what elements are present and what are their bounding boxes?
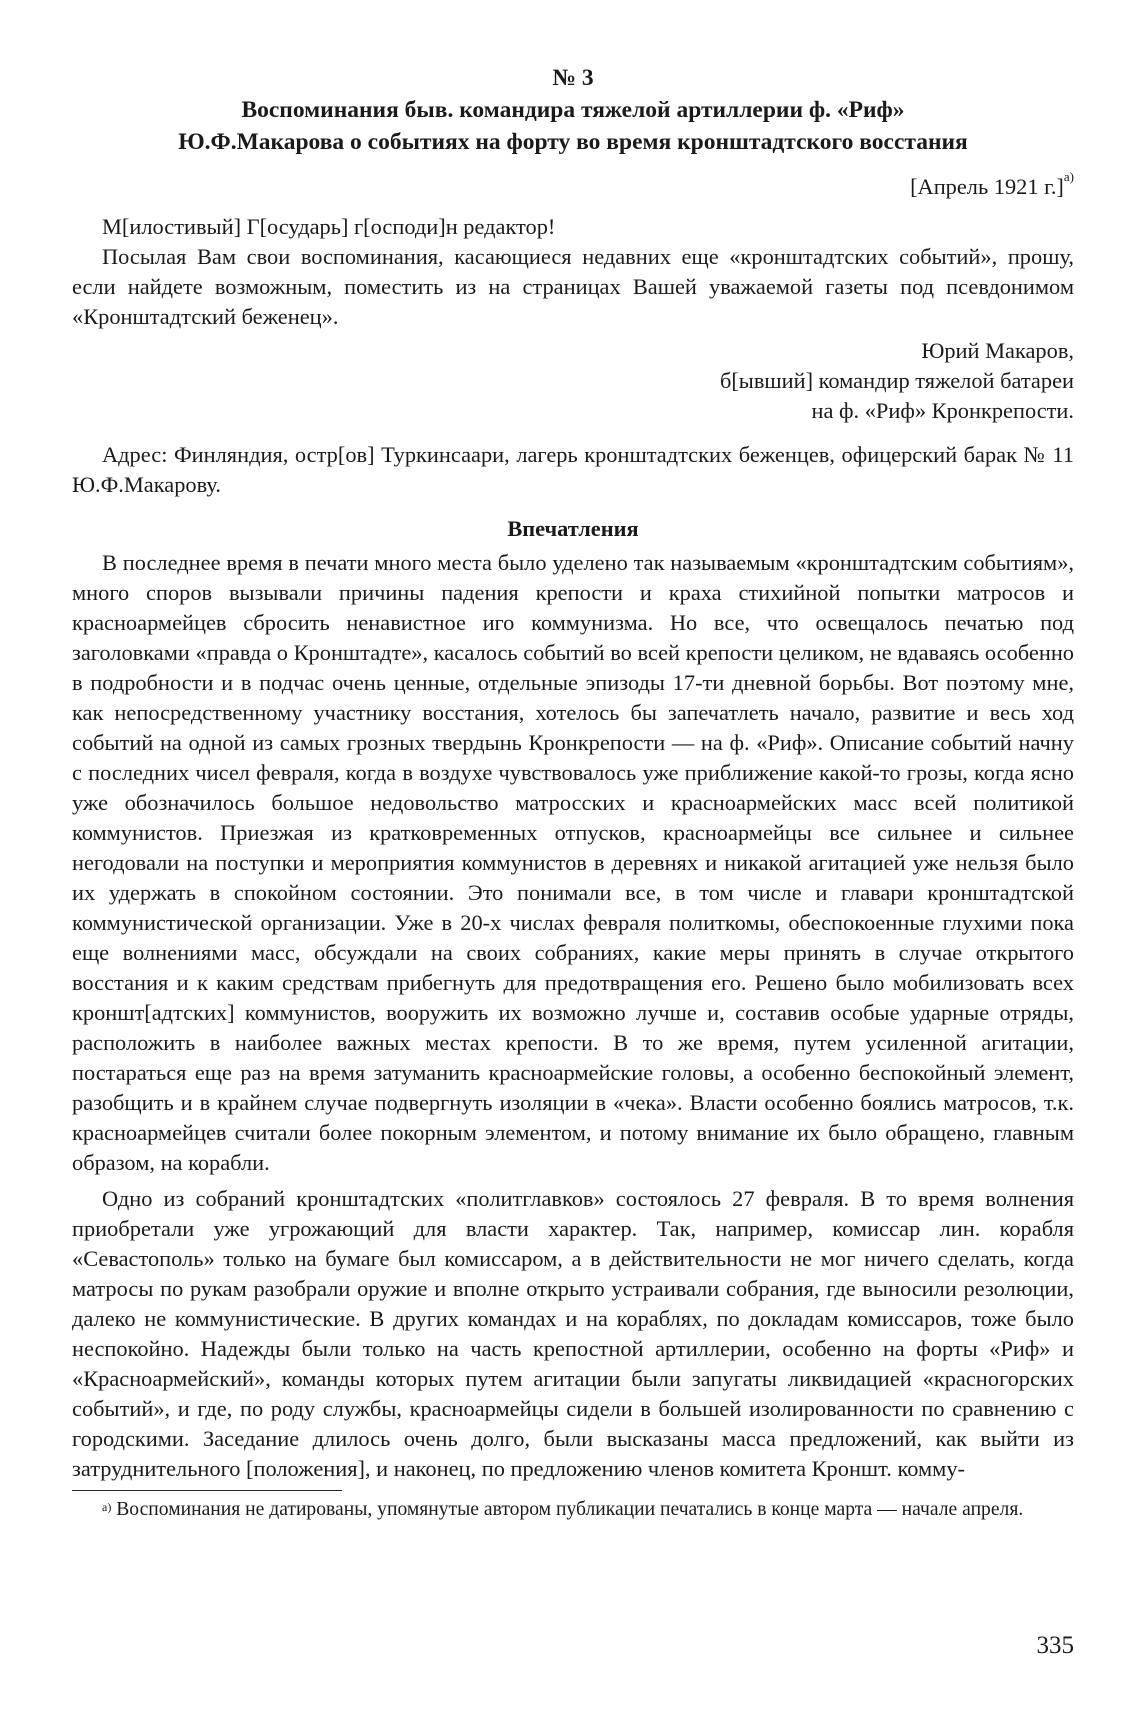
- document-number: № 3: [552, 65, 594, 91]
- section-paragraph-1: В последнее время в печати много места было уделено так называемым «кронштадтским событиям», много споров вызывали причины падения крепости и краха стихийной попытки матросов и красноармейцев сбросить ненавистное иго коммунизма. Но все, что освещалось печатью под заголовками «правда о Кронштадте», касалось событий во всей крепости целиком, не вдаваясь особенно в подробности и в подчас очень ценные, отдельные эпизоды 17-ти дневной борьбы. Вот поэтому мне, как непосредственному участнику восстания, хотелось бы запечатлеть начало, развитие и весь ход событий на одной из самых грозных твердынь Кронкрепости — на ф. «Риф». Описание событий начну с последних чисел февраля, когда в воздухе чувствовалось уже приближение какой-то грозы, когда ясно уже обозначилось большое недовольство матросских и красноармейских масс всей политикой коммунистов. Приезжая из кратковременных отпусков, красноармейцы все сильнее и сильнее негодовали на поступки и мероприятия коммунистов в деревнях и никакой агитацией уже нельзя было их удержать в спокойном состоянии. Это понимали все, в том числе и главари кронштадтской коммунистической организации. Уже в 20-х числах февраля политкомы, обеспокоенные глухими пока еще волнениями масс, обсуждали на своих собраниях, какие меры принять в случае открытого восстания и к каким средствам прибегнуть для предотвращения его. Решено было мобилизовать всех кроншт[адтских] коммунистов, вооружить их возможно лучше и, составив особые ударные отряды, расположить в наиболее важных местах крепости. В то же время, путем усиленной агитации, постараться еще раз на время затуманить красноармейские головы, а особенно беспокойный элемент, разобщить и в крайнем случае подвергнуть изоляции в «чека». Власти особенно боялись матросов, т.к. красноармейцев считали более покорным элементом, и потому внимание их было обращено, главным образом, на корабли.: [72, 550, 1074, 1175]
- signature-line-3: на ф. «Риф» Кронкрепости.: [811, 398, 1074, 423]
- page-number: 335: [1036, 1632, 1074, 1659]
- document-page: [72, 62, 1074, 1522]
- letter-body: Посылая Вам свои воспоминания, касающиеся недавних еще «кронштадтских событий», прошу, если найдете возможным, поместить из на страницах Вашей уважаемой газеты под псевдонимом «Кронштадтский беженец».: [72, 244, 1074, 329]
- letter-salutation: М[илостивый] Г[осударь] г[осподи]н редактор!: [102, 214, 556, 239]
- footnote-mark: a): [102, 1500, 112, 1514]
- footnote-text: Воспоминания не датированы, упомянутые автором публикации печатались в конце марта — начале апреля.: [116, 1499, 1024, 1520]
- document-title-line-2: Ю.Ф.Макарова о событиях на форту во время кронштадтского восстания: [178, 129, 968, 155]
- section-paragraph-2: Одно из собраний кронштадтских «политглавков» состоялось 27 февраля. В то время волнения приобретали уже угрожающий для власти характер. Так, например, комиссар лин. корабля «Севастополь» только на бумаге был комиссаром, а в действительности не мог ничего сделать, когда матросы по рукам разобрали оружие и вполне открыто устраивали собрания, где выносили резолюции, далеко не коммунистические. В других командах и на кораблях, по докладам комиссаров, тоже было неспокойно. Надежды были только на часть крепостной артиллерии, особенно на форты «Риф» и «Красноармейский», команды которых путем агитации были запугаты ликвидацией «красногорских событий», и где, по роду службы, красноармейцы сидели в большей изолированности по сравнению с городскими. Заседание длилось очень долго, были высказаны масса предложений, как выйти из затруднительного [положения], и наконец, по предложению членов комитета Кроншт. комму-: [72, 1186, 1074, 1481]
- document-date: [72, 169, 1074, 202]
- signature-line-1: Юрий Макаров,: [921, 338, 1074, 363]
- signature-line-2: б[ывший] командир тяжелой батареи: [719, 368, 1074, 393]
- letter-signature: [72, 336, 1074, 426]
- letter-address: Адрес: Финляндия, остр[ов] Туркинсаари, лагерь кронштадтских беженцев, офицерский барак № 11 Ю.Ф.Макарову.: [72, 442, 1074, 497]
- section-title: Впечатления: [507, 516, 639, 541]
- document-title-line-1: Воспоминания быв. командира тяжелой артиллерии ф. «Риф»: [241, 97, 905, 123]
- footnote-divider: [72, 1490, 342, 1491]
- footnote: [72, 1497, 1074, 1522]
- date-footnote-mark: a): [1063, 169, 1074, 184]
- date-text: [Апрель 1921 г.]: [910, 174, 1064, 199]
